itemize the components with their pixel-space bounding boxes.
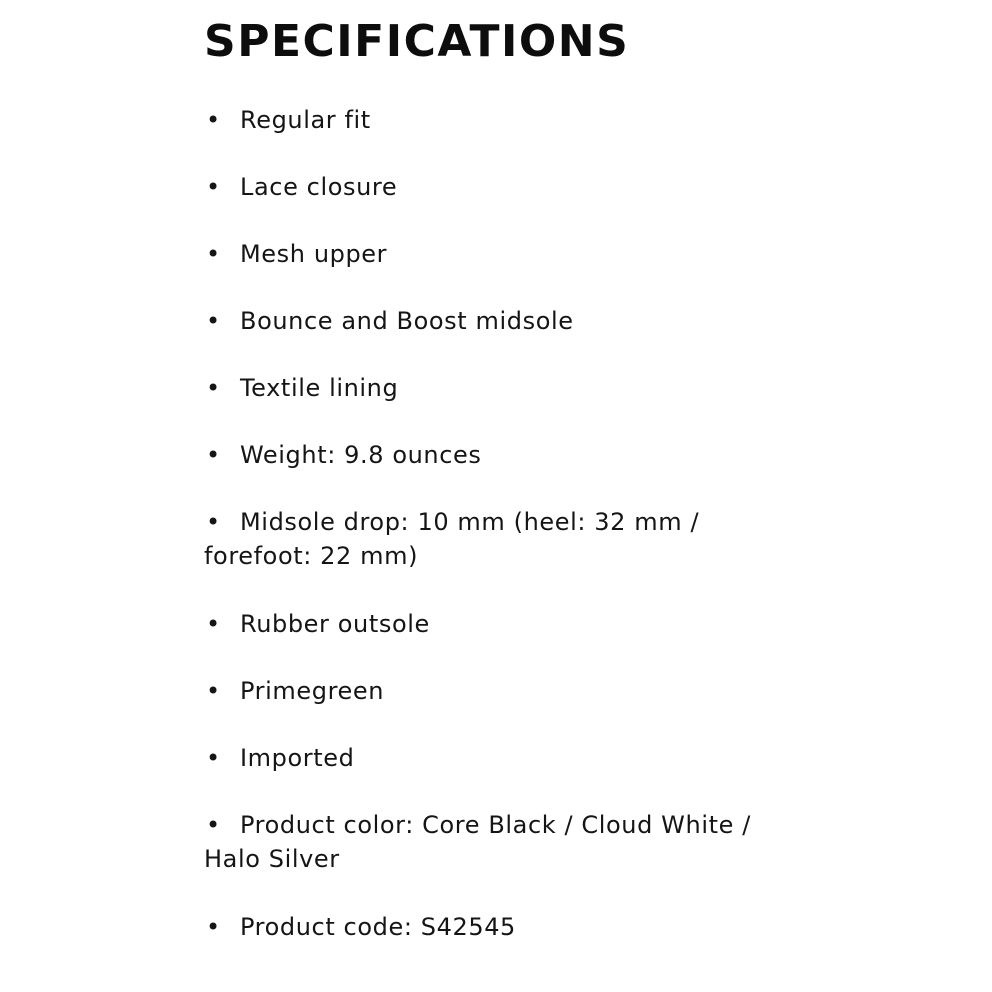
spec-item-midsole xyxy=(204,304,814,338)
spec-item-weight xyxy=(204,438,814,472)
spec-text: Regular fit xyxy=(240,106,371,134)
bullet-icon: • xyxy=(206,811,221,839)
bullet-icon: • xyxy=(206,374,221,402)
spec-item-upper xyxy=(204,237,814,271)
bullet-icon: • xyxy=(206,106,221,134)
spec-item-code xyxy=(204,910,814,944)
spec-text: Weight: 9.8 ounces xyxy=(240,441,482,469)
spec-text: Lace closure xyxy=(240,173,398,201)
bullet-icon: • xyxy=(206,508,221,536)
spec-text: Textile lining xyxy=(240,374,399,402)
spec-item-fit xyxy=(204,103,814,137)
section-heading: SPECIFICATIONS xyxy=(204,16,630,67)
spec-item-lining xyxy=(204,371,814,405)
bullet-icon: • xyxy=(206,610,221,638)
spec-item-outsole xyxy=(204,607,814,641)
spec-text: Rubber outsole xyxy=(240,610,430,638)
spec-text: Bounce and Boost midsole xyxy=(240,307,574,335)
spec-item-origin xyxy=(204,741,814,775)
bullet-icon: • xyxy=(206,744,221,772)
bullet-icon: • xyxy=(206,913,221,941)
spec-text: Product code: S42545 xyxy=(240,913,516,941)
bullet-icon: • xyxy=(206,677,221,705)
spec-text: Mesh upper xyxy=(240,240,388,268)
spec-item-closure xyxy=(204,170,814,204)
spec-item-material xyxy=(204,674,814,708)
spec-item-midsole-drop xyxy=(204,505,814,573)
spec-text: Product color: Core Black / Cloud White / Halo Silver xyxy=(204,811,751,873)
spec-text: Imported xyxy=(240,744,355,772)
bullet-icon: • xyxy=(206,441,221,469)
spec-item-color xyxy=(204,808,814,876)
bullet-icon: • xyxy=(206,240,221,268)
bullet-icon: • xyxy=(206,173,221,201)
bullet-icon: • xyxy=(206,307,221,335)
spec-text: Primegreen xyxy=(240,677,385,705)
spec-text: Midsole drop: 10 mm (heel: 32 mm / forefoot: 22 mm) xyxy=(204,508,700,570)
